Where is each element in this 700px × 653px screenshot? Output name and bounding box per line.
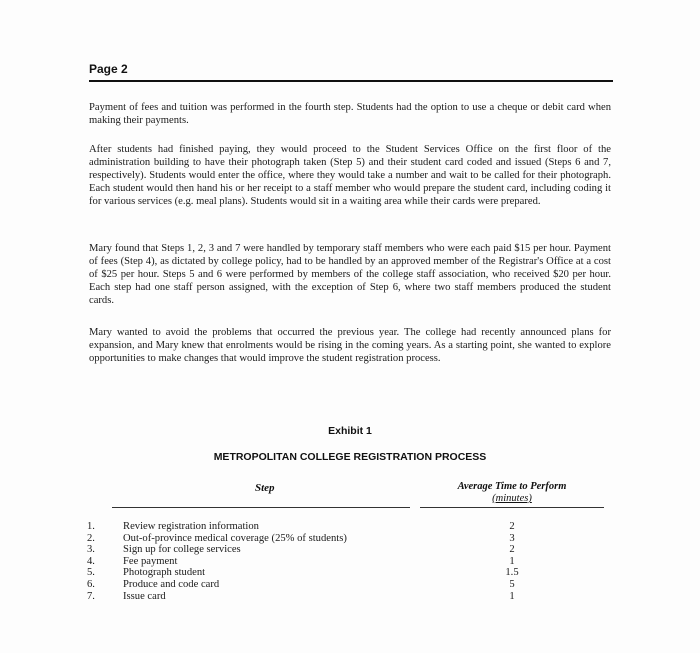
step-row — [87, 556, 617, 568]
paragraph-student-services: After students had finished paying, they would proceed to the Student Services Office on the first floor of the administration building to have their photograph taken (Step 5) and their student card coded and issued (Steps 6 and 7, respectively). Students would enter the office, where they would take a number and wait to be called for their photograph. Each student would then hand his or her receipt to a staff member who would prepare the student card, including coding it for various services (e.g. meal plans). Students would sit in a waiting area while their cards were prepared. — [89, 144, 611, 207]
step-description: Sign up for college services — [123, 544, 241, 556]
step-row — [87, 544, 617, 556]
exhibit-label: Exhibit 1 — [328, 425, 372, 437]
step-column-header: Step — [255, 482, 275, 494]
step-description: Review registration information — [123, 521, 259, 532]
step-description: Fee payment — [123, 555, 178, 567]
step-time: 1 — [509, 555, 515, 567]
paragraph-payment: Payment of fees and tuition was performed in the fourth step. Students had the option to use a cheque or debit card when making their payments. — [89, 102, 611, 126]
step-description: Issue card — [123, 590, 166, 602]
step-row — [87, 521, 617, 533]
step-row — [87, 591, 617, 603]
time-column-unit: (minutes) — [492, 493, 532, 504]
step-time: 3 — [509, 532, 515, 544]
step-row — [87, 567, 617, 579]
step-number: 2. — [87, 532, 95, 544]
step-number: 3. — [87, 544, 95, 556]
step-description: Out-of-province medical coverage (25% of students) — [123, 532, 347, 544]
registration-steps-list — [87, 521, 617, 602]
step-number: 4. — [87, 555, 95, 567]
step-time: 1.5 — [505, 567, 519, 579]
step-description: Photograph student — [123, 567, 206, 579]
time-column-title: Average Time to Perform — [457, 481, 567, 492]
step-header-rule — [112, 507, 410, 508]
step-number: 7. — [87, 590, 95, 602]
step-time: 2 — [509, 544, 515, 556]
step-row — [87, 579, 617, 591]
step-description: Produce and code card — [123, 578, 220, 590]
step-number: 5. — [87, 567, 95, 579]
step-row — [87, 533, 617, 545]
step-time: 1 — [509, 590, 515, 602]
step-number: 1. — [87, 521, 95, 532]
step-time: 5 — [509, 578, 515, 590]
page-label: Page 2 — [89, 62, 613, 82]
time-column-header — [442, 481, 582, 505]
time-header-rule — [420, 507, 604, 508]
exhibit-title: METROPOLITAN COLLEGE REGISTRATION PROCESS — [213, 451, 487, 463]
step-time: 2 — [509, 521, 515, 532]
paragraph-staffing-costs: Mary found that Steps 1, 2, 3 and 7 were handled by temporary staff members who were each paid $15 per hour. Payment of fees (Step 4), as dictated by college policy, had to be handled by an approved member of the Registrar's Office at a cost of $25 per hour. Steps 5 and 6 were performed by members of the college staff association, who received $20 per hour. Each step had one staff person assigned, with the exception of Step 6, where two staff members produced the student cards. — [89, 243, 611, 306]
step-number: 6. — [87, 578, 95, 590]
paragraph-goals: Mary wanted to avoid the problems that occurred the previous year. The college had recently announced plans for expansion, and Mary knew that enrolments would be rising in the coming years. As a starting point, she wanted to explore opportunities to make changes that would improve the student registration process. — [89, 327, 611, 364]
